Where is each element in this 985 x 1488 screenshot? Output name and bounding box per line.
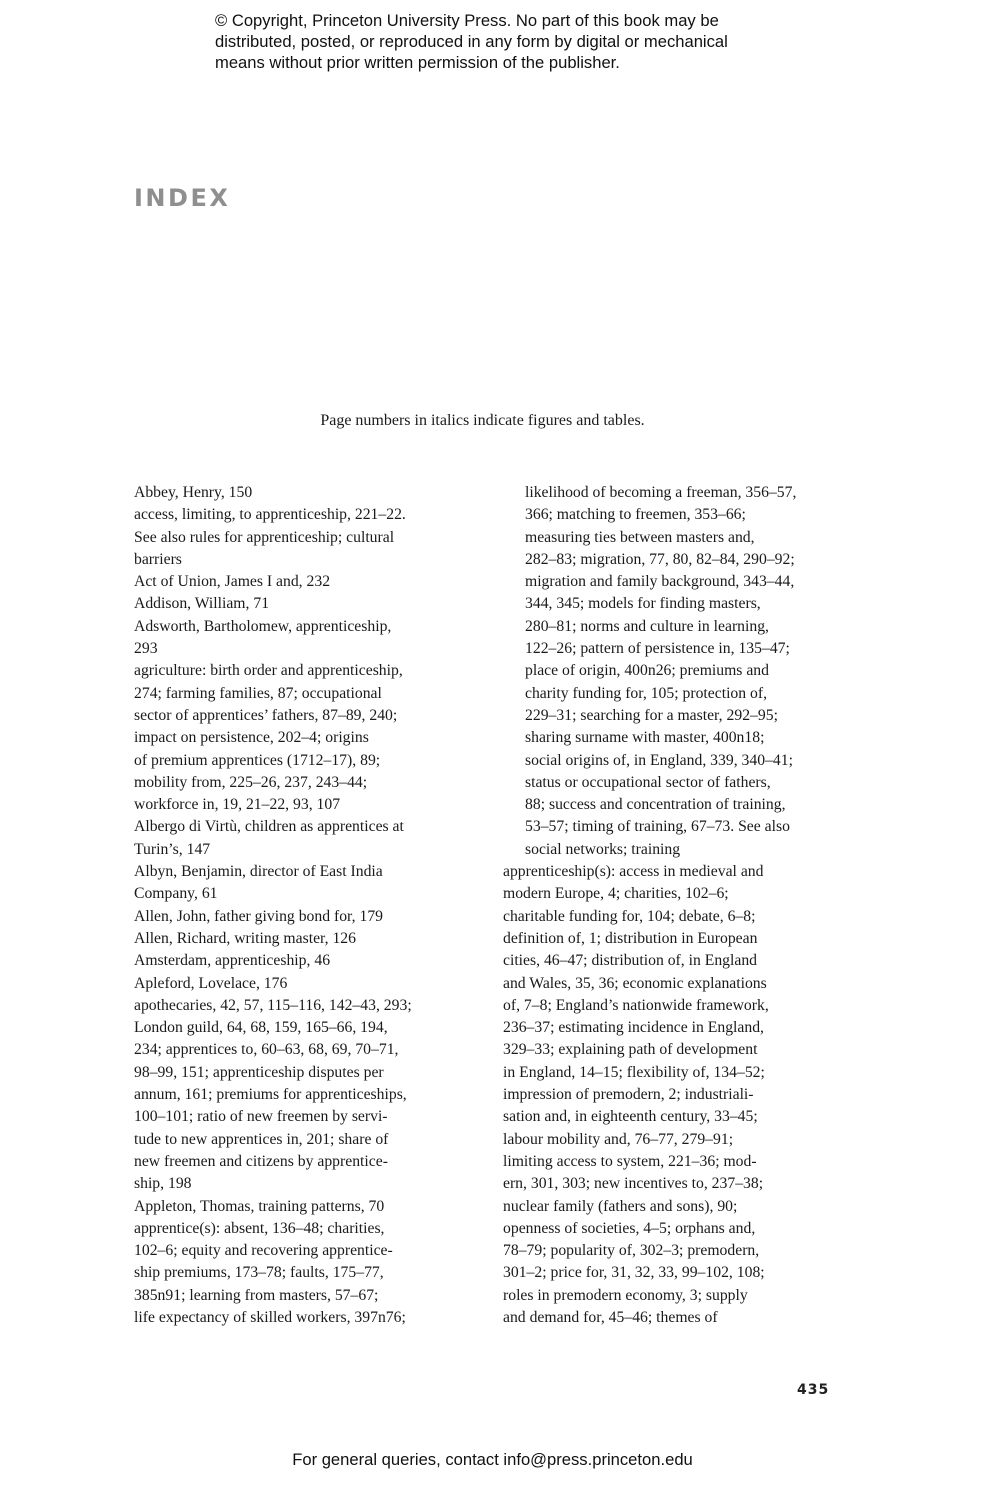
index-entry-line: of premium apprentices (1712–17), 89; [134,751,381,769]
index-entry-line: measuring ties between masters and, [525,528,755,546]
index-entry-line: new freemen and citizens by apprentice- [134,1152,388,1170]
index-entry [134,616,474,661]
copyright-line: means without prior written permission of the publisher. [215,53,620,72]
index-entry-line: charitable funding for, 104; debate, 6–8; [503,907,756,925]
index-entry-line: Addison, William, 71 [134,595,270,613]
index-entry-line: apothecaries, 42, 57, 115–116, 142–43, 293; [134,996,412,1014]
index-entry [134,950,474,972]
index-entry-line: Albyn, Benjamin, director of East India [134,863,383,881]
index-entry-line: 88; success and concentration of training, [525,796,786,814]
index-entry [134,995,474,1196]
index-entry-line: status or occupational sector of fathers, [525,773,771,791]
index-entry-line: ship, 198 [134,1175,192,1193]
index-entry-line: 53–57; timing of training, 67–73. See also [525,818,790,836]
index-entry-line: agriculture: birth order and apprenticeship, [134,662,403,680]
index-entry-line: 385n91; learning from masters, 57–67; [134,1286,379,1304]
index-entry-line: cities, 46–47; distribution of, in England [503,952,758,970]
index-entry [134,482,474,504]
index-entry-line: 102–6; equity and recovering apprentice- [134,1242,393,1260]
index-column-left [134,482,474,1329]
index-entry [134,660,474,816]
index-entry-line: 274; farming families, 87; occupational [134,684,382,702]
index-entry-line: social networks; training [525,840,681,858]
index-entry-line: roles in premodern economy, 3; supply [503,1286,748,1304]
index-entry-line: 301–2; price for, 31, 32, 33, 99–102, 108; [503,1264,765,1282]
index-entry-line: 236–37; estimating incidence in England, [503,1019,764,1037]
index-entry [134,571,474,593]
index-entry-line: 344, 345; models for finding masters, [525,595,761,613]
footer-contact: For general queries, contact info@press.princeton.edu [292,1450,693,1469]
index-entry-line: Company, 61 [134,885,218,903]
index-entry [134,816,474,861]
index-entry-line: and Wales, 35, 36; economic explanations [503,974,767,992]
index-entry-line: 100–101; ratio of new freemen by servi- [134,1108,388,1126]
index-entry-line: London guild, 64, 68, 159, 165–66, 194, [134,1019,388,1037]
index-entry-line: Appleton, Thomas, training patterns, 70 [134,1197,385,1215]
index-entry-line: in England, 14–15; flexibility of, 134–52; [503,1063,765,1081]
index-entry [503,861,843,1329]
index-entry-line: modern Europe, 4; charities, 102–6; [503,885,729,903]
index-entry-line: tude to new apprentices in, 201; share of [134,1130,389,1148]
copyright-line: © Copyright, Princeton University Press. No part of this book may be [215,11,719,30]
index-entry-line: Act of Union, James I and, 232 [134,573,331,591]
index-entry-line: 293 [134,640,158,658]
copyright-notice [215,10,815,73]
index-entry-line: 366; matching to freemen, 353–66; [525,506,746,524]
index-entry-line: 329–33; explaining path of development [503,1041,758,1059]
index-entry-line: apprenticeship(s): access in medieval and [503,863,764,881]
index-entry-line: labour mobility and, 76–77, 279–91; [503,1130,734,1148]
index-entry-line: workforce in, 19, 21–22, 93, 107 [134,796,341,814]
index-entry [134,861,474,906]
index-entry-line: Albergo di Virtù, children as apprentices at [134,818,404,836]
index-entry-line: access, limiting, to apprenticeship, 221–22. [134,506,406,524]
italics-note: Page numbers in italics indicate figures and tables. [320,412,645,429]
index-entry [134,928,474,950]
index-entry [134,973,474,995]
index-entry-line: ern, 301, 303; new incentives to, 237–38; [503,1175,764,1193]
index-entry-line: Allen, Richard, writing master, 126 [134,929,356,947]
index-entry [134,1196,474,1218]
index-entry-line: Allen, John, father giving bond for, 179 [134,907,384,925]
index-entry-line: Amsterdam, apprenticeship, 46 [134,952,331,970]
index-entry-line: annum, 161; premiums for apprenticeships, [134,1086,407,1104]
index-entry-line: impact on persistence, 202–4; origins [134,729,369,747]
index-entry-line: 78–79; popularity of, 302–3; premodern, [503,1242,760,1260]
index-entry-line: 280–81; norms and culture in learning, [525,617,769,635]
index-entry-line: limiting access to system, 221–36; mod- [503,1152,757,1170]
index-entry-line: and demand for, 45–46; themes of [503,1308,718,1326]
index-entry [134,593,474,615]
index-entry-line: Apleford, Lovelace, 176 [134,974,288,992]
index-entry-line: of, 7–8; England’s nationwide framework, [503,996,769,1014]
index-entry-line: sation and, in eighteenth century, 33–45; [503,1108,758,1126]
index-entry-line: 234; apprentices to, 60–63, 68, 69, 70–71, [134,1041,399,1059]
index-entry-line: Turin’s, 147 [134,840,211,858]
index-entry-line: social origins of, in England, 339, 340–41; [525,751,793,769]
index-entry-line: likelihood of becoming a freeman, 356–57, [525,484,797,501]
index-column-right [503,482,843,1329]
index-entry [134,906,474,928]
index-entry-line: ship premiums, 173–78; faults, 175–77, [134,1264,384,1282]
index-entry-line: 98–99, 151; apprenticeship disputes per [134,1063,384,1081]
index-entry-line: apprentice(s): absent, 136–48; charities, [134,1219,385,1237]
index-entry [503,482,843,861]
index-entry-line: sector of apprentices’ fathers, 87–89, 240; [134,706,398,724]
index-entry-line: Abbey, Henry, 150 [134,484,253,501]
index-entry-line: migration and family background, 343–44, [525,573,795,591]
index-entry-line: barriers [134,550,182,568]
index-entry-line: nuclear family (fathers and sons), 90; [503,1197,738,1215]
index-entry-line: impression of premodern, 2; industriali- [503,1086,754,1104]
copyright-line: distributed, posted, or reproduced in any form by digital or mechanical [215,32,728,51]
index-entry-line: openness of societies, 4–5; orphans and, [503,1219,756,1237]
index-entry [134,1218,474,1329]
index-entry [134,504,474,571]
index-entry-line: sharing surname with master, 400n18; [525,729,765,747]
index-entry-line: mobility from, 225–26, 237, 243–44; [134,773,368,791]
index-entry-line: Adsworth, Bartholomew, apprenticeship, [134,617,392,635]
index-entry-line: definition of, 1; distribution in European [503,929,758,947]
index-entry-line: 122–26; pattern of persistence in, 135–47; [525,640,790,658]
page-title: INDEX [134,184,231,212]
index-entry-line: place of origin, 400n26; premiums and [525,662,769,680]
index-entry-line: charity funding for, 105; protection of, [525,684,768,702]
index-entry-line: life expectancy of skilled workers, 397n76; [134,1308,406,1326]
page-number: 435 [797,1382,830,1398]
index-entry-line: 282–83; migration, 77, 80, 82–84, 290–92; [525,550,795,568]
index-entry-line: See also rules for apprenticeship; cultural [134,528,395,546]
index-entry-line: 229–31; searching for a master, 292–95; [525,706,778,724]
